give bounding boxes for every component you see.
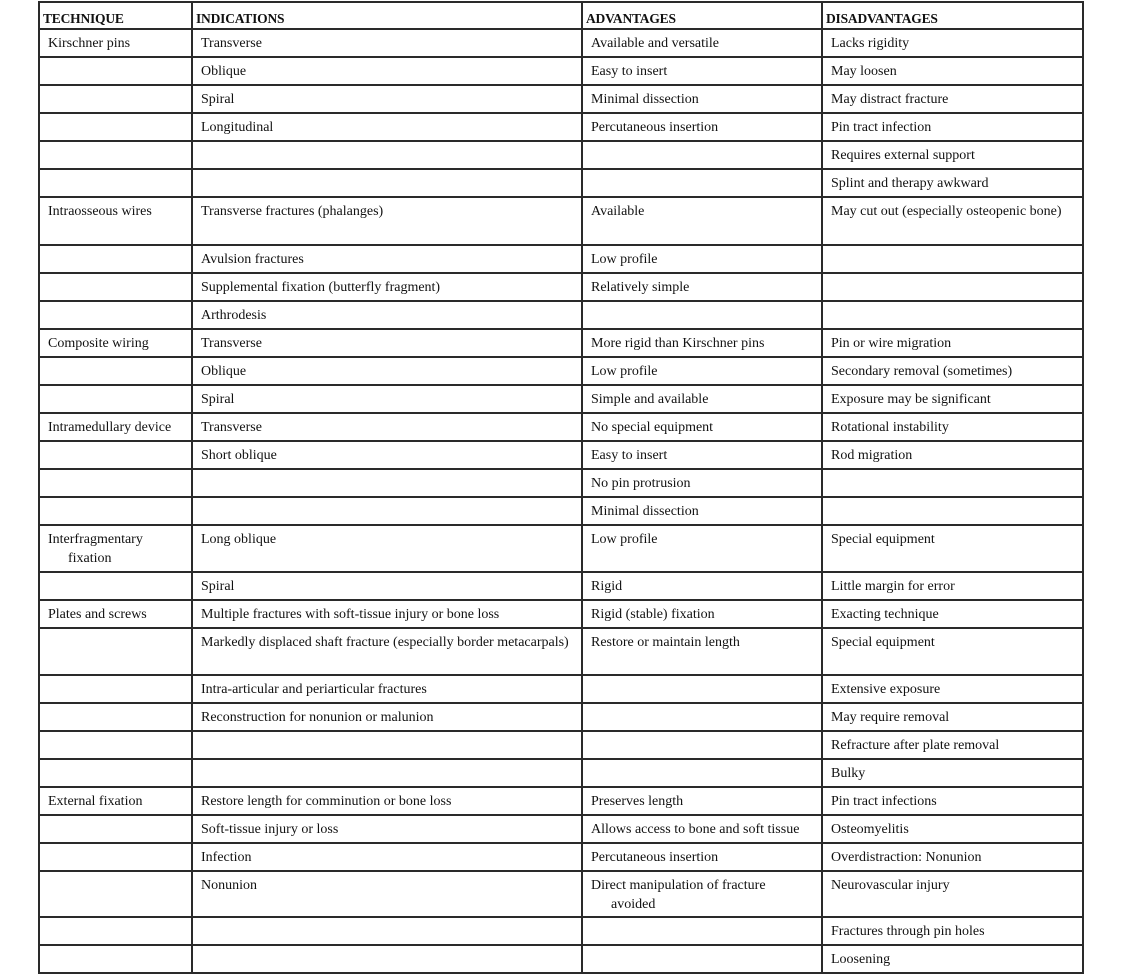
cell-indication-text: Soft-tissue injury or loss	[201, 822, 339, 837]
cell-advantage	[582, 843, 822, 871]
cell-indication	[192, 917, 582, 945]
table-row	[39, 525, 1083, 572]
cell-disadvantage-text: Rod migration	[831, 448, 913, 463]
cell-advantage-text: Easy to insert	[591, 448, 668, 463]
cell-advantage	[582, 497, 822, 525]
cell-disadvantage-text: Neurovascular injury	[831, 878, 950, 893]
cell-indication-text: Oblique	[201, 64, 247, 79]
cell-disadvantage	[822, 703, 1083, 731]
cell-indication-text: Spiral	[201, 579, 235, 594]
cell-technique	[39, 357, 192, 385]
cell-indication	[192, 29, 582, 57]
cell-technique	[39, 871, 192, 917]
cell-advantage-text: Preserves length	[591, 794, 684, 809]
cell-technique	[39, 57, 192, 85]
cell-indication	[192, 245, 582, 273]
cell-advantage	[582, 85, 822, 113]
cell-disadvantage	[822, 329, 1083, 357]
cell-disadvantage-text: May require removal	[831, 710, 950, 725]
cell-disadvantage	[822, 301, 1083, 329]
table-row	[39, 945, 1083, 973]
cell-indication-text: Transverse	[201, 420, 262, 435]
cell-technique	[39, 329, 192, 357]
cell-advantage-text: More rigid than Kirschner pins	[591, 336, 765, 351]
cell-technique	[39, 572, 192, 600]
cell-advantage-text: Available	[591, 204, 645, 219]
header-advantages: ADVANTAGES	[582, 2, 822, 29]
cell-indication-text: Arthrodesis	[201, 308, 267, 323]
cell-technique	[39, 385, 192, 413]
table-body	[39, 29, 1083, 973]
cell-disadvantage-text: Little margin for error	[831, 579, 955, 594]
table-row	[39, 815, 1083, 843]
cell-advantage	[582, 113, 822, 141]
cell-indication	[192, 759, 582, 787]
table-row	[39, 871, 1083, 917]
cell-advantage	[582, 385, 822, 413]
table-row	[39, 385, 1083, 413]
cell-indication-text: Long oblique	[201, 532, 277, 547]
cell-disadvantage-text: May distract fracture	[831, 92, 949, 107]
cell-disadvantage-text: Overdistraction: Nonunion	[831, 850, 982, 865]
cell-indication	[192, 628, 582, 675]
cell-advantage	[582, 357, 822, 385]
cell-disadvantage	[822, 871, 1083, 917]
cell-indication	[192, 815, 582, 843]
cell-advantage	[582, 871, 822, 917]
cell-indication-text: Infection	[201, 850, 252, 865]
header-disadvantages: DISADVANTAGES	[822, 2, 1083, 29]
cell-disadvantage	[822, 525, 1083, 572]
cell-technique	[39, 815, 192, 843]
cell-advantage	[582, 917, 822, 945]
cell-indication-text: Spiral	[201, 92, 235, 107]
cell-indication	[192, 787, 582, 815]
cell-advantage	[582, 572, 822, 600]
cell-advantage-text: Low profile	[591, 364, 658, 379]
cell-disadvantage-text: Requires external support	[831, 148, 975, 163]
table-row	[39, 843, 1083, 871]
cell-disadvantage	[822, 29, 1083, 57]
cell-technique	[39, 301, 192, 329]
table-row	[39, 169, 1083, 197]
cell-indication	[192, 675, 582, 703]
cell-disadvantage	[822, 815, 1083, 843]
table-row	[39, 273, 1083, 301]
cell-technique	[39, 441, 192, 469]
cell-disadvantage	[822, 787, 1083, 815]
cell-indication	[192, 141, 582, 169]
cell-disadvantage-text: Bulky	[831, 766, 866, 781]
cell-indication	[192, 871, 582, 917]
cell-advantage-text: Relatively simple	[591, 280, 690, 295]
cell-advantage	[582, 675, 822, 703]
cell-indication	[192, 273, 582, 301]
cell-advantage	[582, 787, 822, 815]
cell-indication	[192, 301, 582, 329]
table-row	[39, 245, 1083, 273]
table-row	[39, 917, 1083, 945]
cell-disadvantage	[822, 385, 1083, 413]
cell-technique	[39, 945, 192, 973]
cell-technique	[39, 703, 192, 731]
cell-disadvantage	[822, 57, 1083, 85]
cell-disadvantage	[822, 245, 1083, 273]
cell-indication-text: Supplemental fixation (butterfly fragment)	[201, 280, 441, 295]
table-row	[39, 731, 1083, 759]
table-row	[39, 85, 1083, 113]
cell-disadvantage-text: Exacting technique	[831, 607, 939, 622]
cell-indication	[192, 357, 582, 385]
cell-disadvantage-text: Pin tract infection	[831, 120, 932, 135]
cell-indication-text: Avulsion fractures	[201, 252, 304, 267]
cell-advantage-text: Allows access to bone and soft tissue	[591, 822, 800, 837]
cell-disadvantage	[822, 469, 1083, 497]
cell-indication	[192, 945, 582, 973]
cell-indication	[192, 113, 582, 141]
cell-disadvantage-text: May loosen	[831, 64, 897, 79]
cell-indication-text: Restore length for comminution or bone loss	[201, 794, 452, 809]
cell-technique	[39, 731, 192, 759]
fracture-fixation-table	[38, 1, 1084, 974]
table-row	[39, 787, 1083, 815]
cell-disadvantage-text: Extensive exposure	[831, 682, 941, 697]
cell-advantage	[582, 731, 822, 759]
cell-advantage-text: No pin protrusion	[591, 476, 691, 491]
cell-indication	[192, 441, 582, 469]
cell-technique	[39, 413, 192, 441]
cell-advantage	[582, 301, 822, 329]
cell-advantage	[582, 413, 822, 441]
cell-indication	[192, 329, 582, 357]
cell-disadvantage	[822, 169, 1083, 197]
cell-indication-text: Short oblique	[201, 448, 277, 463]
cell-indication	[192, 169, 582, 197]
cell-technique	[39, 197, 192, 245]
cell-disadvantage	[822, 113, 1083, 141]
cell-technique	[39, 469, 192, 497]
cell-indication-text: Transverse fractures (phalanges)	[201, 204, 384, 219]
cell-indication	[192, 57, 582, 85]
cell-indication-text: Multiple fractures with soft-tissue injury or bone loss	[201, 607, 500, 622]
header-row	[39, 2, 1083, 29]
cell-disadvantage	[822, 628, 1083, 675]
cell-technique	[39, 600, 192, 628]
cell-indication	[192, 572, 582, 600]
cell-indication-text: Markedly displaced shaft fracture (especially border metacarpals)	[201, 635, 569, 650]
cell-disadvantage	[822, 197, 1083, 245]
cell-disadvantage	[822, 357, 1083, 385]
table-row	[39, 675, 1083, 703]
cell-indication-text: Spiral	[201, 392, 235, 407]
table-row	[39, 469, 1083, 497]
cell-disadvantage	[822, 572, 1083, 600]
cell-disadvantage	[822, 85, 1083, 113]
cell-indication-text: Transverse	[201, 36, 262, 51]
cell-technique-text: Intramedullary device	[48, 420, 172, 435]
header-technique: TECHNIQUE	[39, 2, 192, 29]
cell-indication	[192, 600, 582, 628]
cell-disadvantage-text: Pin or wire migration	[831, 336, 952, 351]
table-row	[39, 600, 1083, 628]
table-row	[39, 141, 1083, 169]
cell-advantage-text: Simple and available	[591, 392, 709, 407]
cell-technique-text: External fixation	[48, 794, 143, 809]
table-row	[39, 301, 1083, 329]
cell-disadvantage	[822, 273, 1083, 301]
cell-indication	[192, 731, 582, 759]
cell-disadvantage	[822, 441, 1083, 469]
cell-advantage	[582, 169, 822, 197]
cell-advantage	[582, 469, 822, 497]
cell-advantage	[582, 197, 822, 245]
cell-advantage	[582, 945, 822, 973]
cell-indication-text: Intra-articular and periarticular fractures	[201, 682, 427, 697]
cell-advantage-text: Low profile	[591, 252, 658, 267]
cell-disadvantage-text: Lacks rigidity	[831, 36, 910, 51]
table-row	[39, 329, 1083, 357]
cell-technique-text: Composite wiring	[48, 336, 149, 351]
cell-disadvantage	[822, 600, 1083, 628]
cell-technique	[39, 245, 192, 273]
cell-advantage-text: Percutaneous insertion	[591, 850, 719, 865]
cell-indication-text: Longitudinal	[201, 120, 274, 135]
cell-advantage-text: Minimal dissection	[591, 92, 699, 107]
cell-indication	[192, 525, 582, 572]
cell-technique-text: Kirschner pins	[48, 36, 131, 51]
cell-indication-text: Transverse	[201, 336, 262, 351]
cell-technique	[39, 141, 192, 169]
table-row	[39, 497, 1083, 525]
cell-indication	[192, 85, 582, 113]
cell-advantage	[582, 600, 822, 628]
cell-disadvantage	[822, 497, 1083, 525]
table-row	[39, 197, 1083, 245]
cell-technique	[39, 917, 192, 945]
header-indications: INDICATIONS	[192, 2, 582, 29]
table-row	[39, 572, 1083, 600]
cell-disadvantage-text: Fractures through pin holes	[831, 924, 985, 939]
table-row	[39, 357, 1083, 385]
cell-disadvantage-text: Special equipment	[831, 635, 935, 650]
cell-advantage	[582, 628, 822, 675]
table-row	[39, 628, 1083, 675]
cell-disadvantage	[822, 141, 1083, 169]
cell-advantage-text: Direct manipulation of fracture avoided	[591, 878, 766, 912]
cell-technique	[39, 759, 192, 787]
table-row	[39, 413, 1083, 441]
cell-advantage	[582, 703, 822, 731]
cell-technique	[39, 497, 192, 525]
table-row	[39, 441, 1083, 469]
cell-disadvantage	[822, 945, 1083, 973]
cell-technique	[39, 29, 192, 57]
cell-indication	[192, 469, 582, 497]
cell-advantage	[582, 525, 822, 572]
cell-technique-text: Interfragmentary fixation	[48, 532, 143, 566]
cell-advantage-text: Low profile	[591, 532, 658, 547]
cell-advantage-text: Percutaneous insertion	[591, 120, 719, 135]
cell-advantage-text: Rigid (stable) fixation	[591, 607, 715, 622]
table-row	[39, 113, 1083, 141]
cell-disadvantage	[822, 843, 1083, 871]
cell-advantage	[582, 141, 822, 169]
cell-disadvantage	[822, 917, 1083, 945]
cell-advantage-text: Restore or maintain length	[591, 635, 740, 650]
cell-advantage-text: Minimal dissection	[591, 504, 699, 519]
cell-advantage	[582, 273, 822, 301]
cell-technique	[39, 85, 192, 113]
cell-indication	[192, 197, 582, 245]
cell-advantage-text: Available and versatile	[591, 36, 720, 51]
cell-technique-text: Intraosseous wires	[48, 204, 152, 219]
table-row	[39, 703, 1083, 731]
cell-advantage	[582, 57, 822, 85]
cell-technique	[39, 787, 192, 815]
cell-disadvantage-text: Osteomyelitis	[831, 822, 909, 837]
cell-disadvantage-text: Pin tract infections	[831, 794, 937, 809]
cell-disadvantage	[822, 731, 1083, 759]
cell-advantage	[582, 245, 822, 273]
cell-advantage	[582, 759, 822, 787]
cell-indication-text: Reconstruction for nonunion or malunion	[201, 710, 434, 725]
cell-advantage-text: Easy to insert	[591, 64, 668, 79]
cell-indication	[192, 843, 582, 871]
cell-technique-text: Plates and screws	[48, 607, 147, 622]
table-row	[39, 759, 1083, 787]
cell-advantage	[582, 329, 822, 357]
cell-disadvantage-text: May cut out (especially osteopenic bone)	[831, 204, 1062, 219]
cell-indication	[192, 413, 582, 441]
cell-indication	[192, 703, 582, 731]
cell-disadvantage-text: Rotational instability	[831, 420, 949, 435]
cell-disadvantage-text: Loosening	[831, 952, 891, 967]
cell-technique	[39, 843, 192, 871]
cell-disadvantage-text: Secondary removal (sometimes)	[831, 364, 1013, 379]
cell-indication	[192, 497, 582, 525]
cell-advantage	[582, 441, 822, 469]
cell-technique	[39, 273, 192, 301]
cell-disadvantage-text: Special equipment	[831, 532, 935, 547]
cell-technique	[39, 628, 192, 675]
cell-technique	[39, 675, 192, 703]
cell-technique	[39, 113, 192, 141]
cell-disadvantage-text: Refracture after plate removal	[831, 738, 1000, 753]
table-row	[39, 29, 1083, 57]
table-row	[39, 57, 1083, 85]
cell-indication	[192, 385, 582, 413]
cell-advantage-text: Rigid	[591, 579, 623, 594]
cell-indication-text: Oblique	[201, 364, 247, 379]
cell-disadvantage	[822, 759, 1083, 787]
cell-disadvantage	[822, 413, 1083, 441]
cell-advantage-text: No special equipment	[591, 420, 714, 435]
cell-disadvantage-text: Splint and therapy awkward	[831, 176, 989, 191]
cell-indication-text: Nonunion	[201, 878, 257, 893]
cell-advantage	[582, 815, 822, 843]
cell-disadvantage-text: Exposure may be significant	[831, 392, 991, 407]
cell-advantage	[582, 29, 822, 57]
cell-technique	[39, 169, 192, 197]
cell-disadvantage	[822, 675, 1083, 703]
cell-technique	[39, 525, 192, 572]
